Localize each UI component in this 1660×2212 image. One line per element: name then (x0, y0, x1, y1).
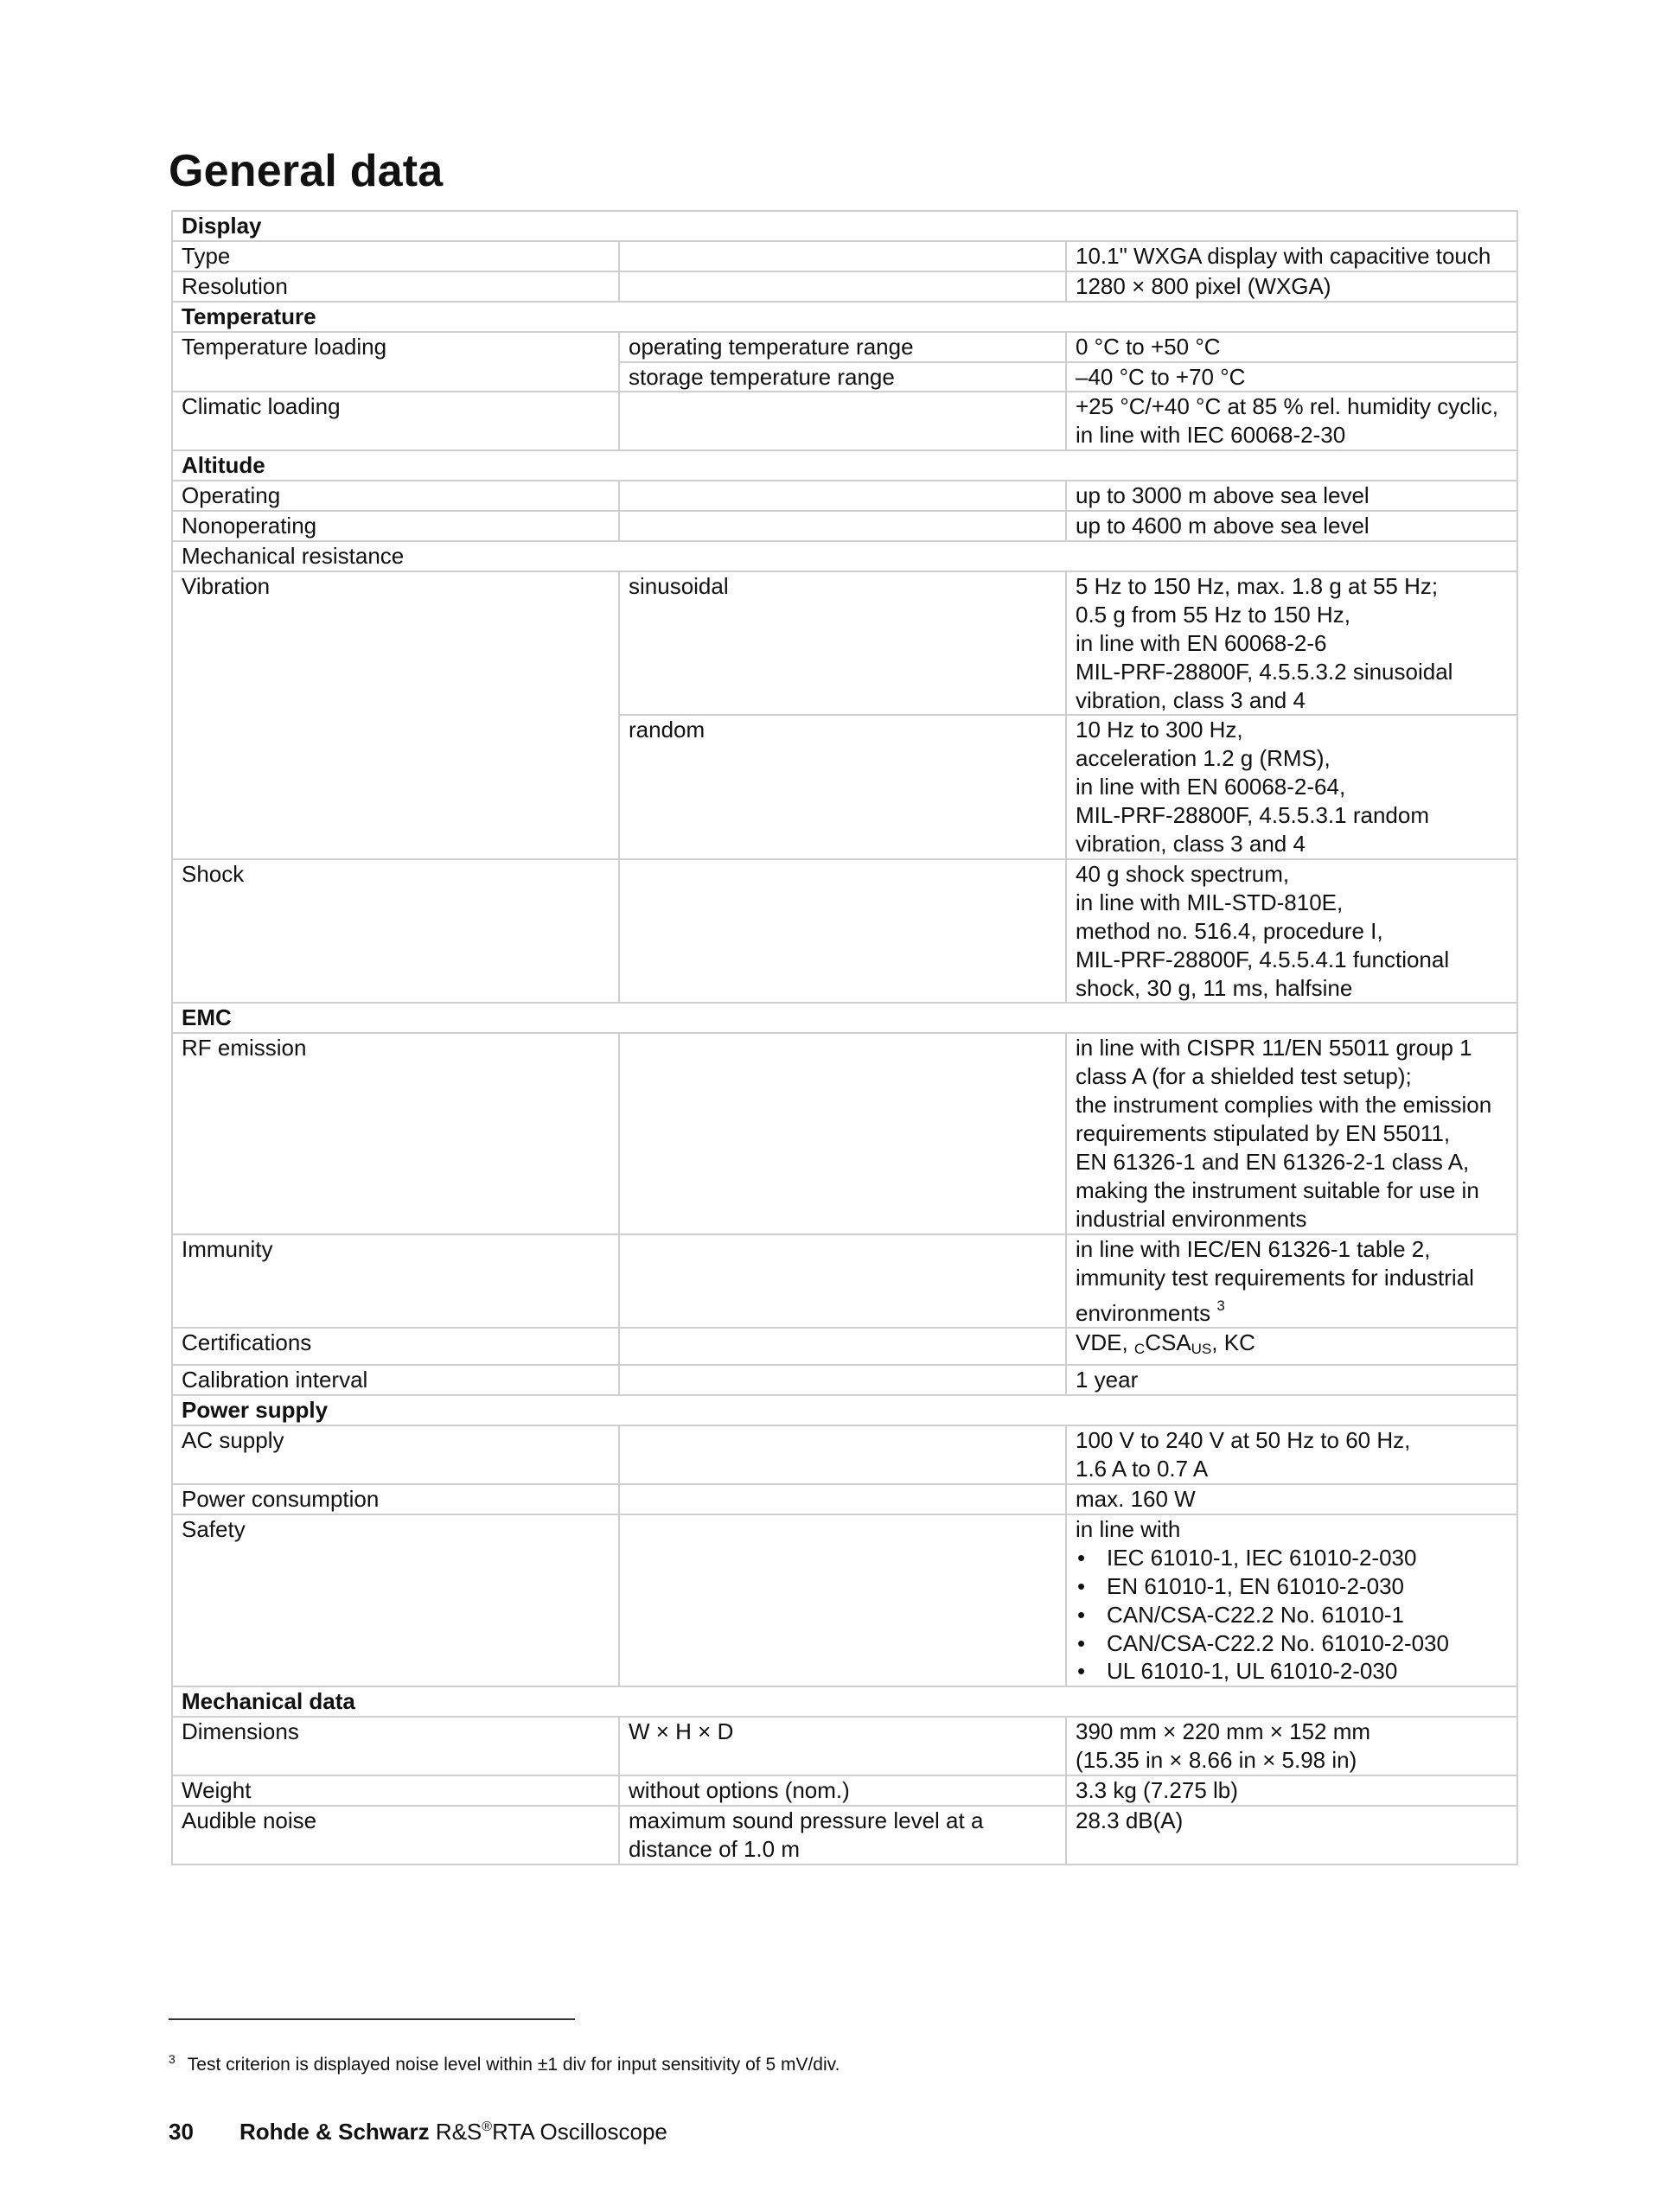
value-line: the instrument complies with the emission (1076, 1092, 1492, 1119)
row-condition (619, 1365, 1066, 1395)
table-row (172, 241, 1517, 271)
section-power-supply (172, 1395, 1517, 1425)
value-line (1076, 1292, 1508, 1328)
row-condition-storage: storage temperature range (619, 362, 1066, 392)
row-condition (619, 1328, 1066, 1365)
value-line: 10 Hz to 300 Hz, (1076, 717, 1243, 743)
row-condition (619, 1514, 1066, 1686)
footnote-text: Test criterion is displayed noise level within ±1 div for input sensitivity of 5 mV/div. (187, 2055, 840, 2075)
row-value-power-consumption: max. 160 W (1066, 1484, 1517, 1514)
table-row (172, 1033, 1517, 1233)
row-label-climatic: Climatic loading (172, 392, 619, 450)
value-line: shock, 30 g, 11 ms, halfsine (1076, 974, 1353, 1001)
row-condition-sinusoidal: sinusoidal (619, 571, 1066, 716)
section-header-altitude: Altitude (172, 450, 1517, 481)
value-line: method no. 516.4, procedure I, (1076, 917, 1383, 944)
row-label-rf-emission: RF emission (172, 1033, 619, 1233)
footnote-reference: 3 (1216, 1297, 1225, 1314)
value-line: class A (for a shielded test setup); (1076, 1063, 1412, 1090)
value-line: in line with MIL-STD-810E, (1076, 889, 1344, 915)
value-line: 40 g shock spectrum, (1076, 860, 1290, 887)
footer-brand: Rohde & Schwarz (239, 2119, 430, 2145)
row-value-sinusoidal (1066, 571, 1517, 716)
row-condition (619, 1234, 1066, 1329)
value-line: vibration, class 3 and 4 (1076, 686, 1306, 713)
row-condition (619, 1033, 1066, 1233)
row-label-ac-supply: AC supply (172, 1425, 619, 1484)
footnote-mark: 3 (169, 2052, 176, 2066)
row-label-power-consumption: Power consumption (172, 1484, 619, 1514)
row-value-operating-altitude: up to 3000 m above sea level (1066, 481, 1517, 511)
value-line: 1.6 A to 0.7 A (1076, 1456, 1209, 1482)
list-item: • UL 61010-1, UL 61010-2-030 (1076, 1657, 1508, 1686)
cert-kc: , KC (1211, 1329, 1255, 1356)
list-item: • CAN/CSA-C22.2 No. 61010-2-030 (1076, 1629, 1508, 1658)
table-row (172, 1717, 1517, 1775)
row-value-shock (1066, 859, 1517, 1004)
value-line: acceleration 1.2 g (RMS), (1076, 745, 1331, 772)
value-line: MIL-PRF-28800F, 4.5.5.4.1 functional (1076, 946, 1450, 972)
section-header-mechanical-data: Mechanical data (172, 1686, 1517, 1717)
row-label-temperature-loading: Temperature loading (172, 332, 619, 392)
table-row (172, 1484, 1517, 1514)
row-label-resolution: Resolution (172, 271, 619, 302)
row-value-type: 10.1" WXGA display with capacitive touch (1066, 241, 1517, 271)
row-condition-dimensions: W × H × D (619, 1717, 1066, 1775)
section-header-power-supply: Power supply (172, 1395, 1517, 1425)
row-condition (619, 481, 1066, 511)
row-label-type: Type (172, 241, 619, 271)
list-item: • EN 61010-1, EN 61010-2-030 (1076, 1572, 1508, 1601)
table-row (172, 1328, 1517, 1365)
table-row (172, 571, 1517, 716)
value-line: (15.35 in × 8.66 in × 5.98 in) (1076, 1747, 1357, 1774)
table-row (172, 1234, 1517, 1329)
value-line: 0.5 g from 55 Hz to 150 Hz, (1076, 601, 1350, 628)
table-row (172, 1365, 1517, 1395)
page-footer (169, 2119, 667, 2145)
section-header-mechanical-resistance: Mechanical resistance (172, 541, 1517, 571)
value-line: EN 61326-1 and EN 61326-2-1 class A, (1076, 1149, 1470, 1175)
row-value-calibration: 1 year (1066, 1365, 1517, 1395)
value-line: in line with CISPR 11/EN 55011 group 1 (1076, 1035, 1472, 1061)
row-condition (619, 241, 1066, 271)
row-label-audible-noise: Audible noise (172, 1806, 619, 1865)
row-condition-weight: without options (nom.) (619, 1775, 1066, 1806)
footer-product-prefix: R&S (429, 2119, 482, 2145)
value-line: industrial environments (1076, 1205, 1307, 1232)
page-title: General data (169, 146, 444, 196)
value-line: MIL-PRF-28800F, 4.5.5.3.1 random (1076, 802, 1429, 829)
cert-us-subscript: US (1191, 1341, 1212, 1358)
row-value-weight: 3.3 kg (7.275 lb) (1066, 1775, 1517, 1806)
registered-mark: ® (482, 2120, 493, 2134)
section-mechanical-data (172, 1686, 1517, 1717)
table-row (172, 392, 1517, 450)
row-value-nonoperating-altitude: up to 4600 m above sea level (1066, 511, 1517, 541)
row-label-vibration: Vibration (172, 571, 619, 859)
table-row (172, 1775, 1517, 1806)
row-value-certifications (1066, 1328, 1517, 1365)
value-text: environments (1076, 1299, 1211, 1326)
value-line: 100 V to 240 V at 50 Hz to 60 Hz, (1076, 1427, 1411, 1454)
table-row (172, 859, 1517, 1004)
row-label-safety: Safety (172, 1514, 619, 1686)
row-value-operating-temp: 0 °C to +50 °C (1066, 332, 1517, 362)
row-value-dimensions (1066, 1717, 1517, 1775)
section-display (172, 211, 1517, 241)
row-label-certifications: Certifications (172, 1328, 619, 1365)
value-line: in line with (1076, 1515, 1181, 1542)
value-line: in line with IEC 60068-2-30 (1076, 422, 1346, 449)
section-emc (172, 1003, 1517, 1033)
cert-csa: CSA (1145, 1329, 1191, 1356)
row-value-climatic (1066, 392, 1517, 450)
row-condition-random: random (619, 715, 1066, 859)
section-temperature (172, 302, 1517, 332)
row-value-resolution: 1280 × 800 pixel (WXGA) (1066, 271, 1517, 302)
safety-standards-list (1076, 1544, 1508, 1686)
row-label-calibration: Calibration interval (172, 1365, 619, 1395)
row-label-dimensions: Dimensions (172, 1717, 619, 1775)
row-condition-operating: operating temperature range (619, 332, 1066, 362)
row-value-storage-temp: –40 °C to +70 °C (1066, 362, 1517, 392)
row-condition (619, 511, 1066, 541)
cert-c-subscript: C (1133, 1341, 1146, 1358)
value-line: 390 mm × 220 mm × 152 mm (1076, 1718, 1371, 1745)
row-label-operating: Operating (172, 481, 619, 511)
row-value-immunity (1066, 1234, 1517, 1329)
row-condition (619, 271, 1066, 302)
table-row (172, 332, 1517, 362)
table-row (172, 271, 1517, 302)
row-value-random (1066, 715, 1517, 859)
table-row (172, 481, 1517, 511)
row-condition (619, 1425, 1066, 1484)
general-data-table (171, 210, 1518, 1865)
row-condition (619, 1484, 1066, 1514)
cert-vde: VDE, (1076, 1329, 1134, 1356)
section-header-emc: EMC (172, 1003, 1517, 1033)
page-number: 30 (169, 2119, 194, 2145)
footnote (169, 2052, 840, 2075)
section-header-temperature: Temperature (172, 302, 1517, 332)
table-row (172, 511, 1517, 541)
value-line: in line with IEC/EN 61326-1 table 2, (1076, 1235, 1431, 1262)
table-row (172, 1806, 1517, 1865)
footer-product-name: RTA Oscilloscope (492, 2119, 667, 2145)
value-line: 5 Hz to 150 Hz, max. 1.8 g at 55 Hz; (1076, 572, 1439, 599)
section-header-display: Display (172, 211, 1517, 241)
row-label-shock: Shock (172, 859, 619, 1004)
value-line: maximum sound pressure level at a (629, 1807, 984, 1833)
row-value-ac-supply (1066, 1425, 1517, 1484)
value-line: in line with EN 60068-2-64, (1076, 774, 1346, 800)
value-line: making the instrument suitable for use in (1076, 1176, 1479, 1203)
value-line: MIL-PRF-28800F, 4.5.5.3.2 sinusoidal (1076, 658, 1453, 685)
row-label-weight: Weight (172, 1775, 619, 1806)
row-condition-audible-noise (619, 1806, 1066, 1865)
value-line: requirements stipulated by EN 55011, (1076, 1120, 1451, 1147)
row-value-rf-emission (1066, 1033, 1517, 1233)
row-label-nonoperating: Nonoperating (172, 511, 619, 541)
table-row (172, 1514, 1517, 1686)
value-line: distance of 1.0 m (629, 1835, 800, 1862)
row-condition (619, 392, 1066, 450)
list-item: • IEC 61010-1, IEC 61010-2-030 (1076, 1544, 1508, 1572)
footnote-divider (169, 2018, 575, 2020)
table-row (172, 1425, 1517, 1484)
row-value-safety (1066, 1514, 1517, 1686)
row-value-audible-noise: 28.3 dB(A) (1066, 1806, 1517, 1865)
value-line: immunity test requirements for industrial (1076, 1264, 1474, 1291)
section-altitude (172, 450, 1517, 481)
value-line: in line with EN 60068-2-6 (1076, 629, 1327, 656)
row-condition (619, 859, 1066, 1004)
section-mechanical-resistance (172, 541, 1517, 571)
value-line: vibration, class 3 and 4 (1076, 831, 1306, 857)
value-line: +25 °C/+40 °C at 85 % rel. humidity cyclic, (1076, 393, 1498, 420)
list-item: • CAN/CSA-C22.2 No. 61010-1 (1076, 1601, 1508, 1629)
row-label-immunity: Immunity (172, 1234, 619, 1329)
